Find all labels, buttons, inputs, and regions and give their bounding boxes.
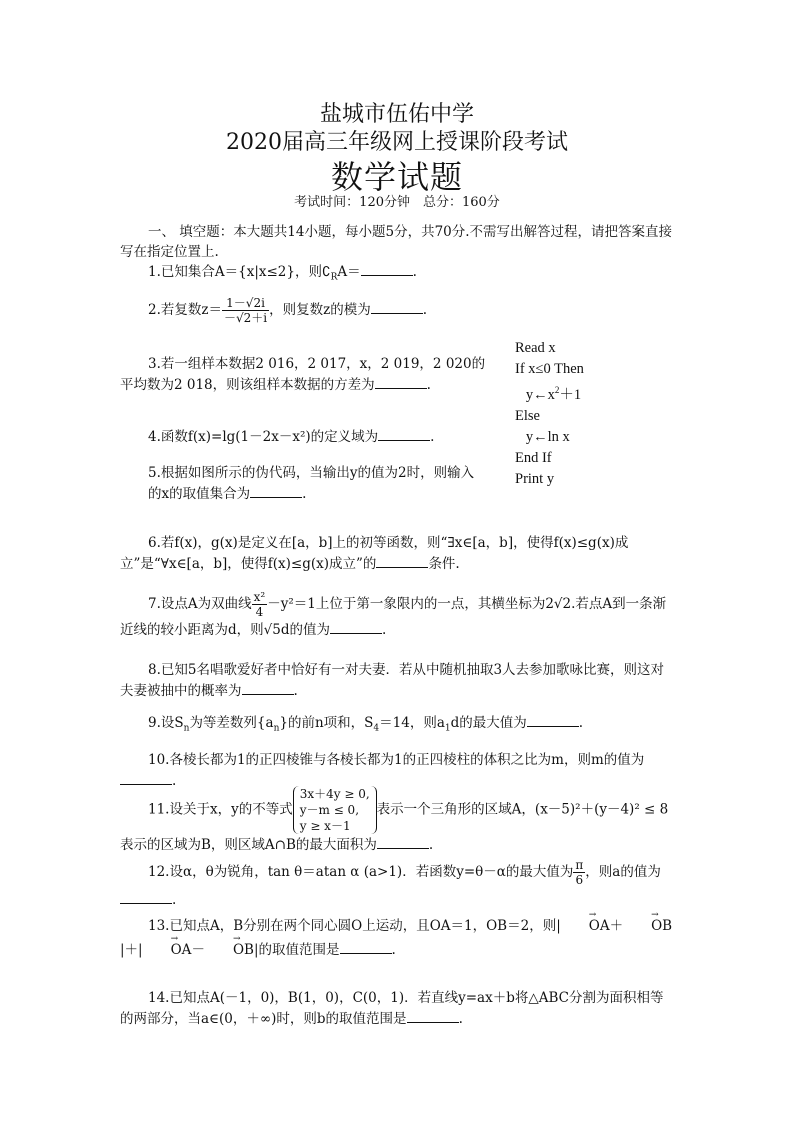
answer-blank — [378, 426, 430, 441]
school-name: 盐城市伍佑中学 — [319, 102, 474, 127]
question-11: 11.设关于x，y的不等式 3x＋4y ≥ 0, y－m ≤ 0, y ≥ x－1 表示一个三角形的区域A，(x－5)²＋(y－4)² ≤ 8表示的区域为B，则区域A∩B的最大面积为 . — [120, 787, 669, 853]
answer-blank — [407, 1008, 459, 1023]
answer-blank — [375, 374, 427, 389]
question-14: 14.已知点A(－1，0)，B(1，0)，C(0，1)．若直线y=ax＋b将△ABC分割为面积相等的两部分，当a∈(0，＋∞)时，则b的取值范围是 . — [120, 990, 664, 1027]
section-text: 本大题共14小题，每小题5分，共70分.不需写出解答过程，请把答案直接写在指定位置上. — [120, 224, 673, 260]
exam-info: 考试时间：120分钟 总分：160分 — [294, 195, 500, 210]
question-12: 12.设α，θ为锐角，tan θ＝atan α (a>1)．若函数y=θ－α的最大值为 $\frac{\pi}{6}$ ，则a的值为. — [120, 858, 676, 913]
question-3: 3.若一组样本数据2 016，2 017，x，2 019，2 020的平均数为2 018，则该组样本数据的方差为 . — [120, 356, 486, 393]
answer-blank — [527, 712, 579, 727]
question-4: 4.函数f(x)=lg(1－2x－x²)的定义域为 . — [120, 426, 508, 447]
question-13: 13.已知点A，B分别在两个同心圆O上运动，且OA＝1，OB＝2，则|→ OA＋→ OB|＋|→ OA－→ OB|的取值范围是 . — [120, 914, 676, 962]
question-10: 10.各棱长都为1的正四棱锥与各棱长都为1的正四棱柱的体积之比为m，则m的值为. — [120, 750, 676, 791]
answer-blank — [340, 939, 392, 954]
question-6: 6.若f(x)，g(x)是定义在[a，b]上的初等函数，则“∃x∈[a，b]，使得f(x)≤g(x)成立”是“∀x∈[a，b]，使得f(x)≤g(x)成立”的 条件. — [120, 535, 629, 572]
pseudo-code: Read x If x≤0 Then $y\leftarrow x^2+1$ Else y←ln x End If Print y — [515, 340, 584, 487]
answer-blank — [376, 553, 428, 568]
question-7: 7.设点A为双曲线 $\frac{\text{x²}}{4}$ －y²＝1上位于第一象限内的一点，其横坐标为2√2.若点A到一条渐近线的较小距离为d，则√5d的值为 . — [120, 590, 667, 638]
section-instructions — [120, 222, 676, 262]
question-1: 1.已知集合A＝{x|x≤2}，则$∁_RA=$ . — [120, 261, 704, 288]
answer-blank — [120, 770, 172, 785]
section-head: 一、 填空题： — [148, 224, 234, 240]
answer-blank — [120, 889, 172, 904]
answer-blank — [242, 680, 294, 695]
answer-blank — [250, 483, 302, 498]
answer-blank — [377, 834, 429, 849]
question-9: 9.设$S_n$为等差数列$\{a_n\}$的前n项和，$S_4=14$，则$a_1d$的最大值为 . — [120, 712, 704, 739]
question-5: 5.根据如图所示的伪代码，当输出y的值为2时，则输入的x的取值集合为 . — [148, 465, 475, 502]
question-2: 2.若复数z＝ $\frac{1-√2i}{-√2+i}$ ，则复数z的模为 . — [148, 296, 428, 325]
exam-title: 2020届高三年级网上授课阶段考试 — [226, 130, 568, 155]
answer-blank — [371, 299, 423, 314]
answer-blank — [330, 619, 382, 634]
subject-title: 数学试题 — [330, 158, 463, 196]
question-8: 8.已知5名唱歌爱好者中恰好有一对夫妻．若从中随机抽取3人去参加歌咏比赛，则这对夫妻被抽中的概率为 . — [120, 662, 665, 699]
answer-blank — [361, 261, 413, 276]
